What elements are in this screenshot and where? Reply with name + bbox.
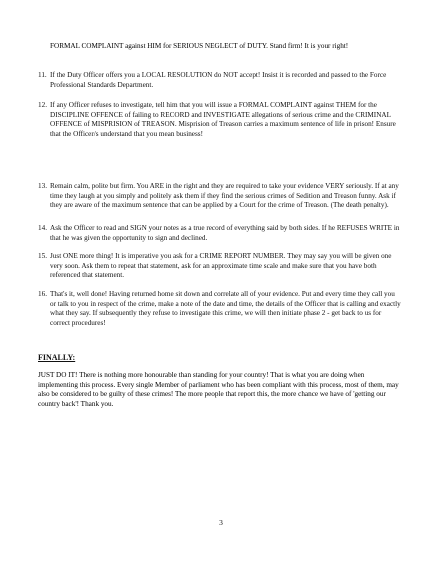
item-text: Just ONE more thing! It is imperative you ask for a CRIME REPORT NUMBER. They may say you will be given one very soon. Ask them to repeat that statement, ask for an approximate time scale and make sure that you have both referenced that statement. — [50, 252, 392, 280]
intro-text: FORMAL COMPLAINT against HIM for SERIOUS NEGLECT of DUTY. Stand firm! It is your right! — [50, 42, 349, 50]
document-page — [38, 0, 404, 565]
item-number: 16. — [38, 290, 47, 298]
list-item — [38, 224, 404, 246]
item-text: If the Duty Officer offers you a LOCAL RESOLUTION do NOT accept! Insist it is recorded and passed to the Force Professional Standards Department. — [50, 71, 387, 89]
page-number: 3 — [219, 518, 223, 527]
item-text: If any Officer refuses to investigate, tell him that you will issue a FORMAL COMPLAINT against THEM for the DISCIPLINE OFFENCE of failing to RECORD and INVESTIGATE allegations of serious crime and the CRIMINAL OFFENCE of MISPRISION of TREASON. Misprision of Treason carries a maximum sentence of life in prison! Ensure that the Officer/s understand that you mean business! — [50, 101, 396, 138]
finally-paragraph — [38, 371, 404, 409]
item-number: 14. — [38, 224, 47, 232]
item-text: That's it, well done! Having returned home sit down and correlate all of your evidence. Put and every time they call you or talk to you in respect of the crime, make a note of the date and time, the details of the Officer that is calling and exactly what they say. If subsequently they refuse to investigate this crime, we will then initiate phase 2 - get back to us for correct procedures! — [50, 290, 401, 327]
item-number: 15. — [38, 252, 47, 260]
list-item — [38, 71, 404, 93]
list-item — [38, 290, 404, 334]
intro-paragraph — [50, 42, 402, 52]
list-item — [38, 252, 404, 286]
item-number: 11. — [38, 71, 47, 79]
item-text: Ask the Officer to read and SIGN your notes as a true record of everything said by both sides. If he REFUSES WRITE in that he was given the opportunity to sign and declined. — [50, 224, 400, 242]
item-text: Remain calm, polite but firm. You ARE in the right and they are required to take your evidence VERY seriously. If at any time they laugh at you simply and politely ask them if they find the serious crimes of Sedition and Treason funny. Ask if they are aware of the maximum sentence that can be applied by a Court for the crime of Treason. (The death penalty). — [50, 182, 399, 210]
list-item — [38, 101, 404, 153]
list-item — [38, 182, 404, 226]
finally-text: JUST DO IT! There is nothing more honourable than standing for your country! That is what you are doing when implementing this process. Every single Member of parliament who has been compliant with this process, most of them, may also be considered to be guilty of these crimes! The more people that report this, the more chance we have of 'getting our country back'! Thank you. — [38, 371, 399, 408]
finally-heading: FINALLY: — [38, 353, 76, 362]
item-number: 13. — [38, 182, 47, 190]
item-number: 12. — [38, 101, 47, 109]
